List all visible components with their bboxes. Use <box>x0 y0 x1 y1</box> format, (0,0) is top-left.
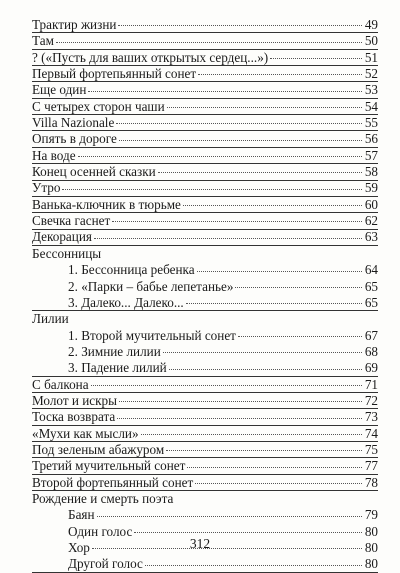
dot-leader <box>97 515 362 517</box>
toc-entry <box>32 213 378 229</box>
toc-section-heading <box>32 491 378 507</box>
dot-leader <box>198 73 362 75</box>
dot-leader <box>134 531 362 533</box>
dot-leader <box>56 41 362 43</box>
toc-entry-title: «Мухи как мысли» <box>32 425 139 441</box>
toc-entry-page-number: 69 <box>364 360 378 376</box>
dot-leader <box>183 204 362 206</box>
toc-entry <box>32 409 378 425</box>
toc-entry-page-number: 56 <box>364 131 378 147</box>
toc-entry-title: Лилии <box>32 311 69 327</box>
row-separator <box>32 245 378 246</box>
row-separator <box>32 457 378 458</box>
toc-entry-page-number: 54 <box>364 98 378 114</box>
toc-entry-page-number: 80 <box>364 523 378 539</box>
toc-entry-title: Другой голос <box>68 556 143 572</box>
toc-entry <box>32 360 378 376</box>
toc-entry <box>32 115 378 131</box>
toc-entry-page-number: 79 <box>364 507 378 523</box>
toc-entry-title: Ванька-ключник в тюрьме <box>32 196 181 212</box>
row-separator <box>32 32 378 33</box>
dot-leader <box>119 139 362 141</box>
dot-leader <box>91 384 362 386</box>
toc-entry-page-number: 62 <box>364 213 378 229</box>
toc-entry <box>32 229 378 245</box>
dot-leader <box>197 270 362 272</box>
toc-entry-page-number: 74 <box>364 425 378 441</box>
toc-entry-page-number: 49 <box>364 17 378 32</box>
row-separator <box>32 474 378 475</box>
toc-entry-page-number: 50 <box>364 33 378 49</box>
toc-entry <box>32 556 378 572</box>
toc-entry-title: Рождение и смерть поэта <box>32 490 174 506</box>
toc-entry-page-number: 55 <box>364 115 378 131</box>
dot-leader <box>62 188 362 190</box>
dot-leader <box>270 57 362 59</box>
toc-entry-title: Баян <box>68 507 95 523</box>
toc-entry <box>32 393 378 409</box>
dot-leader <box>119 400 362 402</box>
row-separator <box>32 65 378 66</box>
toc-entry-title: Первый фортепьянный сонет <box>32 66 197 82</box>
dot-leader <box>94 237 362 239</box>
toc-entry-title: 1. Бессонница ребенка <box>68 262 195 278</box>
row-separator <box>32 114 378 115</box>
toc-entry-title: С четырех сторон чаши <box>32 98 165 114</box>
toc-entry-title: ? («Пусть для ваших открытых сердец...») <box>32 49 269 65</box>
toc-entry <box>32 99 378 115</box>
row-separator <box>32 310 378 311</box>
row-separator <box>32 98 378 99</box>
dot-leader <box>167 106 362 108</box>
toc-entry <box>32 507 378 523</box>
row-separator <box>32 490 378 491</box>
toc-entry-title: Хор <box>68 540 90 555</box>
toc-entry-page-number: 63 <box>364 229 378 245</box>
toc-entry-page-number: 80 <box>364 556 378 572</box>
row-separator <box>32 392 378 393</box>
toc-entry <box>32 426 378 442</box>
toc-entry-page-number: 80 <box>364 540 378 555</box>
row-separator <box>32 81 378 82</box>
dot-leader <box>238 335 362 337</box>
toc-entry-page-number: 65 <box>364 294 378 310</box>
row-separator <box>32 163 378 164</box>
toc-entry <box>32 197 378 213</box>
toc-entry-page-number: 67 <box>364 327 378 343</box>
dot-leader <box>187 466 362 468</box>
toc-entry-title: Тоска возврата <box>32 409 116 425</box>
toc-entry-title: 2. «Парки – бабье лепетанье» <box>68 278 234 294</box>
dot-leader <box>186 302 362 304</box>
toc-entry-title: Один голос <box>68 523 133 539</box>
toc-entry <box>32 66 378 82</box>
toc-entry-title: Свечка гаснет <box>32 213 111 229</box>
toc-entry-page-number: 71 <box>364 376 378 392</box>
toc-entry-page-number: 77 <box>364 458 378 474</box>
row-separator <box>32 441 378 442</box>
toc-entry <box>32 377 378 393</box>
dot-leader <box>145 564 362 566</box>
dot-leader <box>166 449 362 451</box>
toc-entry <box>32 164 378 180</box>
row-separator <box>32 130 378 131</box>
toc-entry-title: С балкона <box>32 376 89 392</box>
toc-entry-title: Трактир жизни <box>32 17 117 32</box>
row-separator <box>32 408 378 409</box>
toc-entry-page-number: 75 <box>364 441 378 457</box>
toc-entry-title: Третий мучительный сонет <box>32 458 186 474</box>
dot-leader <box>235 286 362 288</box>
toc-entry <box>32 328 378 344</box>
row-separator <box>32 212 378 213</box>
dot-leader <box>117 417 362 419</box>
toc-entry-title: 1. Второй мучительный сонет <box>68 327 236 343</box>
toc-entry <box>32 262 378 278</box>
row-separator <box>32 147 378 148</box>
toc-entry-page-number: 57 <box>364 147 378 163</box>
toc-entry-page-number: 52 <box>364 66 378 82</box>
toc-entry-title: 2. Зимние лилии <box>68 343 161 359</box>
dot-leader <box>169 368 362 370</box>
toc-entry-page-number: 68 <box>364 343 378 359</box>
row-separator <box>32 229 378 230</box>
row-separator <box>32 180 378 181</box>
dot-leader <box>78 155 362 157</box>
dot-leader <box>163 351 362 353</box>
row-separator <box>32 49 378 50</box>
dot-leader <box>118 24 362 26</box>
toc-entry-title: Утро <box>32 180 61 196</box>
toc-entry <box>32 50 378 66</box>
toc-entry <box>32 131 378 147</box>
toc-entry-title: Конец осенней сказки <box>32 164 156 180</box>
toc-entry <box>32 458 378 474</box>
dot-leader <box>112 220 362 222</box>
toc-entry-page-number: 53 <box>364 82 378 98</box>
toc-entry-title: 3. Далеко... Далеко... <box>68 294 184 310</box>
toc-entry-page-number: 60 <box>364 196 378 212</box>
toc-entry-title: Под зеленым абажуром <box>32 441 165 457</box>
dot-leader <box>158 171 362 173</box>
toc-section-heading <box>32 246 378 262</box>
toc-entry <box>32 33 378 49</box>
toc-entry-title: Второй фортепьянный сонет <box>32 474 194 490</box>
dot-leader <box>195 482 362 484</box>
dot-leader <box>116 122 362 124</box>
page-number: 312 <box>189 536 211 551</box>
toc-entry-page-number: 51 <box>364 49 378 65</box>
toc-entry <box>32 442 378 458</box>
toc-section-heading <box>32 311 378 327</box>
toc-entry-page-number: 64 <box>364 262 378 278</box>
toc-entry-title: Villa Nazionale <box>32 115 115 131</box>
toc-entry-title: Бессонницы <box>32 245 102 261</box>
toc-entry-page-number: 59 <box>364 180 378 196</box>
toc-entry-page-number: 72 <box>364 392 378 408</box>
row-separator <box>32 425 378 426</box>
toc-entry <box>32 17 378 33</box>
toc-entry-page-number: 78 <box>364 474 378 490</box>
row-separator <box>32 196 378 197</box>
toc-entry <box>32 344 378 360</box>
toc-entry-title: Декорация <box>32 229 92 245</box>
toc-entry <box>32 82 378 98</box>
dot-leader <box>141 433 362 435</box>
toc-entry <box>32 180 378 196</box>
toc-entry-page-number: 73 <box>364 409 378 425</box>
toc-entry-title: Молот и искры <box>32 392 118 408</box>
toc-entry-title: 3. Падение лилий <box>68 360 167 376</box>
toc-entry-title: Там <box>32 33 54 49</box>
toc-entry-title: На воде <box>32 147 76 163</box>
toc-entry <box>32 279 378 295</box>
toc-entry <box>32 148 378 164</box>
toc-entry-title: Опять в дороге <box>32 131 117 147</box>
toc-entry <box>32 295 378 311</box>
toc-entry-title: Еще один <box>32 82 87 98</box>
toc-entry-page-number: 65 <box>364 278 378 294</box>
toc-entry-page-number: 58 <box>364 164 378 180</box>
row-separator <box>32 376 378 377</box>
toc-entry <box>32 475 378 491</box>
dot-leader <box>88 90 362 92</box>
